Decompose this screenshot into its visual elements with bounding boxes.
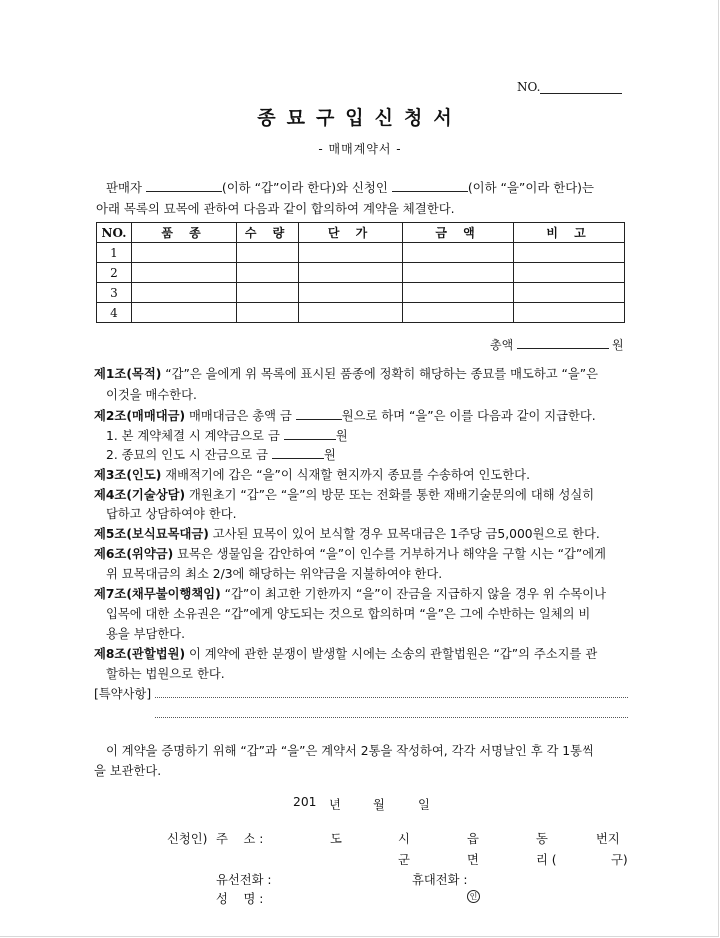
article-2-item-2	[106, 445, 336, 463]
row-number: 3	[97, 283, 132, 303]
article-2-line-1	[94, 406, 596, 424]
article-1-text: “갑”은 을에게 위 목록에 표시된 품종에 정확히 해당하는 종묘를 매도하고 “을”은	[165, 367, 599, 381]
buyer-alias: (이하 “을”이라 한다)는	[467, 180, 594, 195]
address-dong: 동	[536, 832, 548, 846]
article-8-text: 이 계약에 관한 분쟁이 발생할 시에는 소송의 관할법원은 “갑”의 주소지를 관	[189, 647, 598, 661]
article-6-text: 묘목은 생물임을 감안하여 “을”이 인수를 거부하거나 해약을 구할 시는 “갑”에게	[177, 547, 607, 561]
article-7-line-3: 용을 부담한다.	[106, 627, 186, 641]
date-day-unit: 일	[418, 798, 430, 812]
seller-label: 판매자	[106, 180, 142, 195]
special-terms-label: [특약사항]	[94, 687, 152, 701]
table-header-row	[97, 223, 625, 243]
closing-line-1: 이 계약을 증명하기 위해 “갑”과 “을”은 계약서 2통을 작성하여, 각각 서명날인 후 각 1통씩	[106, 744, 594, 758]
seller-name-blank[interactable]	[146, 180, 222, 192]
table-row	[97, 303, 625, 323]
article-2-text-b: 원으로 하며 “을”은 이를 다음과 같이 지급한다.	[341, 409, 596, 423]
balance-unit: 원	[323, 448, 336, 462]
article-5-line-1	[94, 524, 600, 542]
total-amount-blank[interactable]	[517, 348, 609, 349]
col-header-no: NO.	[97, 223, 132, 243]
address-label: 주 소 :	[216, 832, 264, 846]
amount-cell[interactable]	[403, 303, 514, 323]
seller-alias: (이하 “갑”이라 한다)와 신청인	[221, 180, 388, 195]
address-gu: 구)	[611, 853, 628, 867]
address-do: 도	[330, 832, 342, 846]
article-5-heading: 제5조(보식묘목대금)	[94, 527, 209, 541]
doc-number-blank[interactable]	[540, 93, 622, 94]
article-4-heading: 제4조(기술상담)	[94, 488, 186, 502]
doc-number-label: NO.	[517, 80, 541, 94]
closing-line-2: 을 보관한다.	[94, 764, 162, 778]
balance-blank[interactable]	[272, 447, 324, 459]
article-4-line-1	[94, 485, 594, 503]
applicant-label: 신청인)	[167, 832, 208, 846]
date-month-unit: 월	[373, 798, 385, 812]
article-8-line-1	[94, 644, 597, 662]
note-cell[interactable]	[514, 283, 625, 303]
row-number: 1	[97, 243, 132, 263]
document-subtitle: - 매매계약서 -	[318, 142, 402, 156]
variety-cell[interactable]	[132, 243, 237, 263]
quantity-cell[interactable]	[237, 303, 299, 323]
total-price-blank[interactable]	[296, 408, 342, 420]
mobile-label: 휴대전화 :	[412, 873, 468, 887]
article-6-heading: 제6조(위약금)	[94, 547, 174, 561]
article-4-line-2: 답하고 상담하여야 한다.	[106, 507, 237, 521]
table-row	[97, 263, 625, 283]
intro-line-1	[106, 178, 594, 196]
article-8-heading: 제8조(관할법원)	[94, 647, 186, 661]
article-2-heading: 제2조(매매대금)	[94, 409, 186, 423]
article-1-line-1	[94, 364, 598, 382]
name-label: 성 명 :	[216, 892, 264, 906]
col-header-quantity: 수 량	[237, 223, 299, 243]
table-row	[97, 243, 625, 263]
col-header-variety: 품 종	[132, 223, 237, 243]
address-si: 시	[398, 832, 410, 846]
col-header-unit-price: 단 가	[299, 223, 403, 243]
total-label: 총액	[490, 338, 514, 352]
item-table	[96, 222, 625, 323]
unit-price-cell[interactable]	[299, 243, 403, 263]
row-number: 4	[97, 303, 132, 323]
col-header-amount: 금 액	[403, 223, 514, 243]
deposit-unit: 원	[335, 429, 348, 443]
article-7-line-2: 입목에 대한 소유권은 “갑”에게 양도되는 것으로 합의하며 “을”은 그에 수반하는 일체의 비	[106, 607, 591, 621]
col-header-note: 비 고	[514, 223, 625, 243]
deposit-label: 1. 본 계약체결 시 계약금으로 금	[106, 429, 280, 443]
article-7-line-1	[94, 584, 606, 602]
unit-price-cell[interactable]	[299, 303, 403, 323]
date-year-prefix: 201	[293, 795, 317, 809]
article-6-line-1	[94, 544, 606, 562]
note-cell[interactable]	[514, 243, 625, 263]
unit-price-cell[interactable]	[299, 283, 403, 303]
amount-cell[interactable]	[403, 263, 514, 283]
article-4-text: 개원초기 “갑”은 “을”의 방문 또는 전화를 통한 재배기술문의에 대해 성실히	[189, 488, 595, 502]
article-2-text-a: 매매대금은 총액 금	[189, 409, 292, 423]
address-eup: 읍	[467, 832, 479, 846]
address-myeon: 면	[467, 853, 479, 867]
quantity-cell[interactable]	[237, 263, 299, 283]
variety-cell[interactable]	[132, 303, 237, 323]
document-title: 종묘구입신청서	[257, 107, 463, 129]
address-gun: 군	[398, 853, 410, 867]
amount-cell[interactable]	[403, 283, 514, 303]
buyer-name-blank[interactable]	[392, 180, 468, 192]
article-7-heading: 제7조(채무불이행책임)	[94, 587, 221, 601]
article-5-text: 고사된 묘목이 있어 보식할 경우 묘목대금은 1주당 금5,000원으로 한다.	[212, 527, 600, 541]
unit-price-cell[interactable]	[299, 263, 403, 283]
amount-cell[interactable]	[403, 243, 514, 263]
variety-cell[interactable]	[132, 283, 237, 303]
address-bunji: 번지	[596, 832, 620, 846]
article-7-text: “갑”이 최고한 기한까지 “을”이 잔금을 지급하지 않을 경우 위 수목이나	[224, 587, 607, 601]
article-6-line-2: 위 묘목대금의 최소 2/3에 해당하는 위약금을 지불하여야 한다.	[106, 567, 443, 581]
seal-mark-icon: 인	[467, 890, 480, 903]
variety-cell[interactable]	[132, 263, 237, 283]
article-3-text: 재배적기에 갑은 “을”이 식재할 현지까지 종묘를 수송하여 인도한다.	[165, 468, 530, 482]
article-3-heading: 제3조(인도)	[94, 468, 162, 482]
article-3-line-1	[94, 465, 530, 483]
total-unit: 원	[612, 338, 624, 352]
article-2-item-1	[106, 426, 348, 444]
table-row	[97, 283, 625, 303]
special-terms-line-1[interactable]	[155, 696, 628, 698]
row-number: 2	[97, 263, 132, 283]
intro-line-2: 아래 목록의 묘목에 관하여 다음과 같이 합의하여 계약을 체결한다.	[96, 201, 455, 216]
balance-label: 2. 종묘의 인도 시 잔금으로 금	[106, 448, 268, 462]
deposit-blank[interactable]	[284, 428, 336, 440]
date-year-unit: 년	[329, 798, 341, 812]
address-ri: 리 (	[536, 853, 557, 867]
landline-label: 유선전화 :	[216, 873, 272, 887]
special-terms-line-2[interactable]	[155, 716, 628, 718]
quantity-cell[interactable]	[237, 243, 299, 263]
article-8-line-2: 할하는 법원으로 한다.	[106, 667, 225, 681]
note-cell[interactable]	[514, 303, 625, 323]
article-1-heading: 제1조(목적)	[94, 367, 162, 381]
quantity-cell[interactable]	[237, 283, 299, 303]
note-cell[interactable]	[514, 263, 625, 283]
article-1-line-2: 이것을 매수한다.	[106, 388, 197, 402]
